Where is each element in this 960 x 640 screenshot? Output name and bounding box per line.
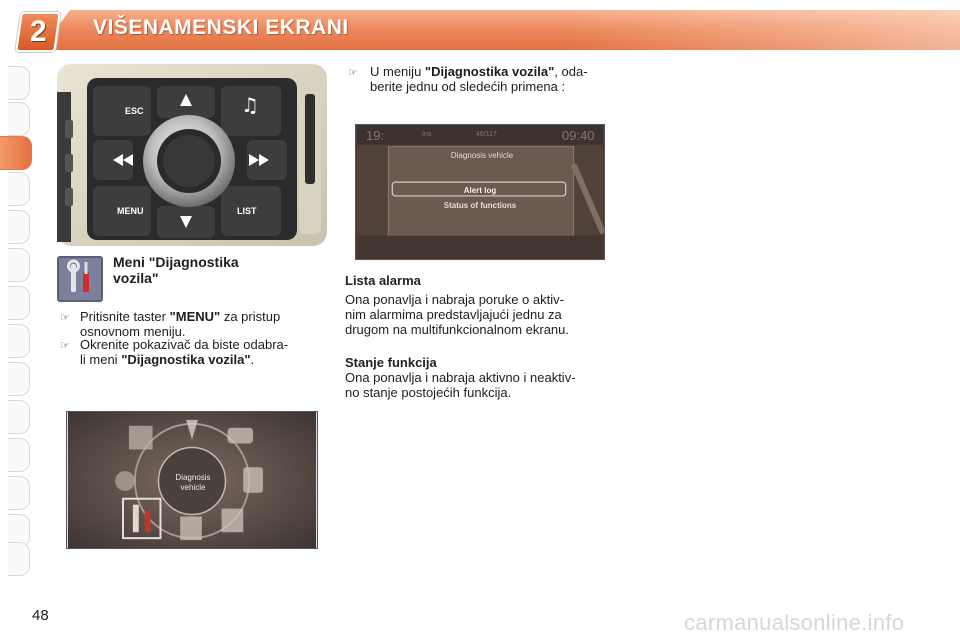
header-fade bbox=[560, 10, 960, 50]
step-2 bbox=[80, 337, 326, 367]
screen-item-status-of-functions: Status of functions bbox=[443, 201, 517, 210]
list-button-label: LIST bbox=[237, 206, 257, 216]
chapter-tab[interactable] bbox=[8, 362, 30, 396]
intro-suffix: , oda- bbox=[554, 64, 588, 79]
chapter-number: 2 bbox=[29, 15, 47, 48]
section-alert-log-text bbox=[345, 292, 615, 337]
chapter-tab[interactable] bbox=[8, 172, 30, 206]
chapter-tab[interactable] bbox=[8, 66, 30, 100]
step-2-bold: "Dijagnostika vozila" bbox=[121, 352, 251, 367]
screen-menu-header: Diagnosis vehicle bbox=[450, 151, 514, 160]
step-2-suffix: . bbox=[250, 352, 255, 367]
step-1-suffix: za pristup bbox=[220, 309, 281, 324]
section-line: drugom na multifunkcionalnom ekranu. bbox=[345, 322, 570, 337]
chapter-tab[interactable] bbox=[8, 286, 30, 320]
wheel-center-label-2: vehicle bbox=[180, 483, 206, 492]
step-1-line2: osnovnom meniju. bbox=[80, 324, 186, 339]
screen-item-alert-log: Alert log bbox=[463, 186, 497, 195]
status-mid-2: 46/117 bbox=[476, 131, 497, 138]
control-panel-image bbox=[57, 64, 327, 246]
chapter-tab[interactable] bbox=[8, 542, 30, 576]
section-line: Ona ponavlja i nabraja poruke o aktiv- bbox=[345, 292, 564, 307]
section-line: no stanje postojećih funkcija. bbox=[345, 385, 512, 400]
page-header bbox=[0, 0, 960, 62]
chapter-tab[interactable] bbox=[8, 210, 30, 244]
section-line: nim alarmima predstavljajući jednu za bbox=[345, 307, 562, 322]
svg-text:♫: ♫ bbox=[241, 93, 259, 117]
section-line: Ona ponavlja i nabraja aktivno i neaktiv- bbox=[345, 370, 576, 385]
page-title: VIŠENAMENSKI EKRANI bbox=[93, 16, 349, 39]
pointing-finger-icon: ☞ bbox=[60, 340, 70, 352]
chapter-tab[interactable] bbox=[8, 324, 30, 358]
step-2-text: Okrenite pokazivač da biste odabra- bbox=[80, 337, 289, 352]
intro-bold: "Dijagnostika vozila" bbox=[424, 64, 555, 79]
section-heading-alert-log: Lista alarma bbox=[345, 273, 421, 288]
chapter-badge bbox=[15, 12, 61, 52]
diagnosis-screen-screenshot bbox=[355, 124, 605, 260]
chapter-tab[interactable] bbox=[8, 400, 30, 434]
chapter-tab[interactable] bbox=[8, 476, 30, 510]
chapter-tab-strip bbox=[0, 64, 34, 576]
menu-title: Meni "Dijagnostika vozila" bbox=[113, 254, 239, 286]
status-mid-1: Ins bbox=[422, 131, 432, 138]
step-1-text: Pritisnite taster bbox=[80, 309, 170, 324]
status-left: 19: bbox=[366, 128, 385, 143]
step-2-line2: li meni bbox=[80, 352, 122, 367]
menu-button-label: MENU bbox=[117, 206, 144, 216]
pointing-finger-icon: ☞ bbox=[60, 312, 70, 324]
intro-line2: berite jednu od sledećih primena : bbox=[370, 79, 566, 94]
watermark: carmanualsonline.info bbox=[684, 610, 905, 635]
chapter-tab[interactable] bbox=[8, 248, 30, 282]
section-status-text bbox=[345, 370, 615, 400]
diagnostic-tools-icon bbox=[57, 256, 103, 302]
step-1 bbox=[80, 309, 326, 339]
intro-text bbox=[370, 64, 616, 94]
step-1-bold: "MENU" bbox=[169, 309, 221, 324]
circular-menu-screenshot bbox=[66, 411, 318, 549]
status-time: 09:40 bbox=[562, 128, 595, 143]
section-heading-status-of-functions: Stanje funkcija bbox=[345, 355, 437, 370]
chapter-tab[interactable] bbox=[8, 102, 30, 136]
chapter-tab[interactable] bbox=[8, 438, 30, 472]
control-panel-illustration bbox=[57, 64, 327, 246]
esc-button-label: ESC bbox=[125, 106, 144, 116]
pointing-finger-icon: ☞ bbox=[348, 67, 358, 79]
page-number: 48 bbox=[32, 607, 49, 624]
intro-prefix: U meniju bbox=[370, 64, 425, 79]
wheel-center-label-1: Diagnosis bbox=[175, 473, 211, 482]
chapter-tab-active[interactable] bbox=[0, 136, 32, 170]
